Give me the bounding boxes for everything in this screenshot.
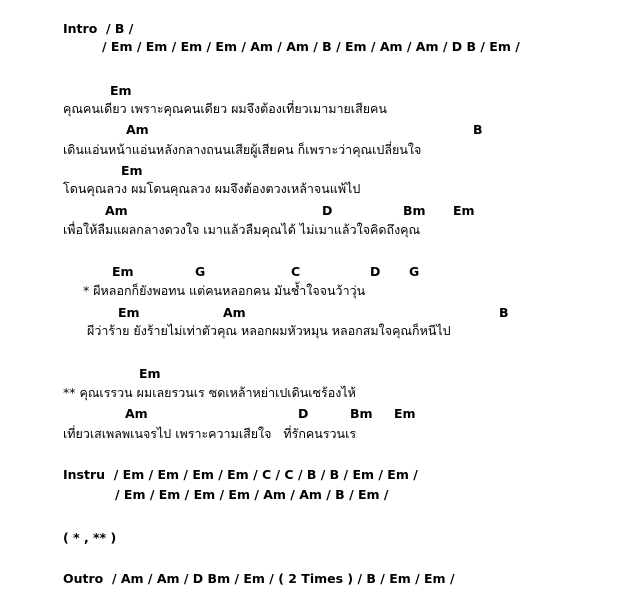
outro-line: Outro / Am / Am / D Bm / Em / ( 2 Times ) / B / Em / Em / — [63, 571, 455, 586]
verse1-lyric-1: คุณคนเดียว เพราะคุณคนเดียว ผมจึงต้องเที่ยวเมามายเสียคน — [63, 101, 387, 116]
intro-line-2: / Em / Em / Em / Em / Am / Am / B / Em / Am / Am / D B / Em / — [102, 39, 520, 54]
verse1-chord-em-2: Em — [121, 163, 143, 178]
verse1-lyric-2: เดินแอ่นหน้าแอ่นหลังกลางถนนเสียผู้เสียคน ก็เพราะว่าคุณเปลี่ยนใจ — [63, 142, 422, 157]
verse1-chord-d: D — [322, 203, 333, 218]
repeat-marker: ( * , ** ) — [63, 530, 117, 545]
verse1-chord-em-3: Em — [453, 203, 475, 218]
verse2-lyric-2: เที่ยวเสเพลพเนจรไป เพราะความเสียใจ ที่รักคนรวนเร — [63, 426, 357, 441]
verse1-lyric-3: โดนคุณลวง ผมโดนคุณลวง ผมจึงต้องตวงเหล้าจนแพ้ไป — [63, 181, 361, 196]
intro-line-1: Intro / B / — [63, 21, 134, 36]
verse2-chord-am: Am — [125, 406, 148, 421]
verse1-lyric-4: เพื่อให้ลืมแผลกลางดวงใจ เมาแล้วลืมคุณได้ ไม่เมาแล้วใจคิดถึงคุณ — [63, 222, 421, 237]
verse1-chord-am-2: Am — [105, 203, 128, 218]
chorus-chord-c: C — [291, 264, 301, 279]
chorus-chord-g: G — [195, 264, 206, 279]
chorus-lyric-2: ผีว่าร้าย ยังร้ายไม่เท่าตัวคุณ หลอกผมหัวหมุน หลอกสมใจคุณก็หนีไป — [87, 323, 451, 338]
chorus-chord-b: B — [499, 305, 509, 320]
verse2-chord-bm: Bm — [350, 406, 373, 421]
chorus-lyric-1: * ผีหลอกก็ยังพอทน แต่คนหลอกคน มันช้ำใจจนว้าวุ่น — [83, 283, 366, 298]
chorus-chord-d: D — [370, 264, 381, 279]
verse2-chord-em: Em — [139, 366, 161, 381]
verse1-chord-am: Am — [126, 122, 149, 137]
instru-line-1: Instru / Em / Em / Em / Em / C / C / B / B / Em / Em / — [63, 467, 418, 482]
chorus-chord-em-2: Em — [118, 305, 140, 320]
verse1-chord-b: B — [473, 122, 483, 137]
verse1-chord-em: Em — [110, 83, 132, 98]
verse1-chord-bm: Bm — [403, 203, 426, 218]
verse2-lyric-1: ** คุณเรรวน ผมเลยรวนเร ซดเหล้าหย่าเปเดินเซร้องไห้ — [63, 385, 356, 400]
verse2-chord-d: D — [298, 406, 309, 421]
instru-line-2: / Em / Em / Em / Em / Am / Am / B / Em / — [115, 487, 389, 502]
verse2-chord-em-2: Em — [394, 406, 416, 421]
chorus-chord-am: Am — [223, 305, 246, 320]
chorus-chord-g-2: G — [409, 264, 420, 279]
chorus-chord-em: Em — [112, 264, 134, 279]
